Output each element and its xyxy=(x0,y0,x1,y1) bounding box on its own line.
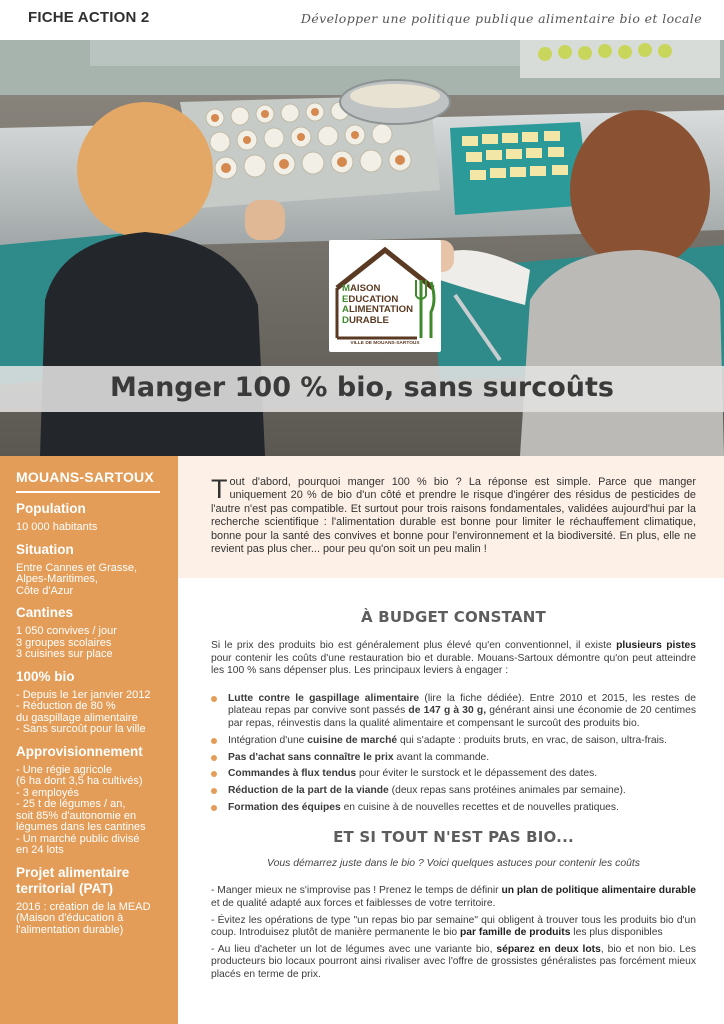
notbio-heading: ET SI TOUT N'EST PAS BIO... xyxy=(333,828,574,847)
population-value: 10 000 habitants xyxy=(16,521,98,533)
list-item: Lutte contre le gaspillage alimentaire (lire la fiche dédiée). Entre 2010 et 2015, les restes de plateau repas par convive sont passés de 147 g à 30 g, générant ainsi une économie de 20 centimes par repas, réinvestis dans la qualité alimentaire et compensant le surcoût des produits bio. xyxy=(211,693,696,731)
key-facts-sidebar xyxy=(0,456,178,1024)
notbio-intro: Vous démarrez juste dans le bio ? Voici quelques astuces pour contenir les coûts xyxy=(267,858,640,870)
budget-paragraph: Si le prix des produits bio est généralement plus élevé qu'en conventionnel, il existe plusieurs pistes pour contenir les coûts d'une restauration bio et durable. Mouans-Sartoux démontre qu'on peut atteindre les 100 % sans dépenser plus. Les principaux leviers à engager : xyxy=(211,640,696,677)
budget-heading: À BUDGET CONSTANT xyxy=(361,608,546,626)
population-heading: Population xyxy=(16,501,86,516)
city-name: MOUANS-SARTOUX xyxy=(16,469,154,485)
page-title: Manger 100 % bio, sans surcoûts xyxy=(109,372,614,403)
logo-wordmark: MAISON EDUCATION ALIMENTATION DURABLE xyxy=(342,283,414,326)
bullet-dot-icon xyxy=(211,771,217,777)
list-item: Réduction de la part de la viande (deux repas sans protéines animales par semaine). xyxy=(211,785,696,798)
divider xyxy=(16,491,160,493)
appro-text: - Une régie agricole (6 ha dont 3,5 ha cultivés) - 3 employés - 25 t de légumes / an, soit 85% d'autonomie en légumes dans les cantines - Un marché public divisé en 24 lots xyxy=(16,763,146,856)
bullet-dot-icon xyxy=(211,696,217,702)
cantines-heading: Cantines xyxy=(16,605,74,620)
bullet-dot-icon xyxy=(211,805,217,811)
situation-text: Entre Cannes et Grasse, Alpes-Maritimes, Côte d'Azur xyxy=(16,561,138,597)
bullet-dot-icon xyxy=(211,788,217,794)
hero-photo xyxy=(0,40,724,456)
cantines-text: 1 050 convives / jour 3 groupes scolaires 3 cuisines sur place xyxy=(16,625,117,660)
bio-text: - Depuis le 1er janvier 2012 - Réduction de 80 % du gaspillage alimentaire - Sans surcoût pour la ville xyxy=(16,688,151,735)
levers-list xyxy=(211,693,696,815)
bullet-dot-icon xyxy=(211,755,217,761)
list-item: Pas d'achat sans connaître le prix avant la commande. xyxy=(211,752,696,765)
fiche-label: FICHE ACTION 2 xyxy=(28,9,150,26)
list-item: Formation des équipes en cuisine à de nouvelles recettes et de nouvelles pratiques. xyxy=(211,802,696,815)
list-item: - Évitez les opérations de type "un repas bio par semaine" qui obligent à trouver tous les produits bio d'un coup. Introduisez plutôt de manière permanente le bio par famille de produits les plus disponibles xyxy=(211,914,696,939)
situation-heading: Situation xyxy=(16,541,74,557)
intro-paragraph: Tout d'abord, pourquoi manger 100 % bio ? La réponse est simple. Parce que manger uniquement 20 % de bio d'un côté et prendre le risque d'ingérer des résidus de pesticides de l'autre n'est pas compatible. Et surtout pour trois raisons fondamentales, validées aujourd'hui par la recherche scientifique : l'alimentation durable est bonne pour limiter le réchauffement climatique, bonne pour la santé des convives et bonne pour l'environnement et la biodiversité. En plus, elle ne revient pas plus cher... pour peu qu'on soit un peu malin ! xyxy=(211,474,696,556)
list-item: - Manger mieux ne s'improvise pas ! Prenez le temps de définir un plan de politique alimentaire durable et de qualité adapté aux forces et faiblesses de votre territoire. xyxy=(211,885,696,909)
intro-box xyxy=(178,456,724,578)
drop-cap: T xyxy=(211,474,228,504)
header-subtitle: Développer une politique publique alimentaire bio et locale xyxy=(300,11,702,26)
mead-logo xyxy=(329,240,441,352)
title-band xyxy=(0,366,724,412)
bullet-dot-icon xyxy=(211,738,217,744)
main-content xyxy=(178,578,724,986)
logo-footer: VILLE DE MOUANS-SARTOUX xyxy=(350,341,420,346)
bio-heading: 100% bio xyxy=(16,668,75,684)
appro-heading: Approvisionnement xyxy=(16,743,143,759)
top-header xyxy=(0,0,724,40)
pat-heading: Projet alimentaire territorial (PAT) xyxy=(16,864,130,896)
list-item: Commandes à flux tendus pour éviter le surstock et le dépassement des dates. xyxy=(211,768,696,781)
list-item: - Au lieu d'acheter un lot de légumes avec une variante bio, séparez en deux lots, bio et non bio. Les producteurs bio locaux pourront ainsi rivaliser avec l'offre de grossistes généralistes pas forcément mieux placés en terme de prix. xyxy=(211,944,696,980)
list-item: Intégration d'une cuisine de marché qui s'adapte : produits bruts, en vrac, de saison, ultra-frais. xyxy=(211,735,696,748)
tips-list xyxy=(211,885,696,980)
pat-text: 2016 : création de la MEAD (Maison d'éducation à l'alimentation durable) xyxy=(16,900,151,936)
